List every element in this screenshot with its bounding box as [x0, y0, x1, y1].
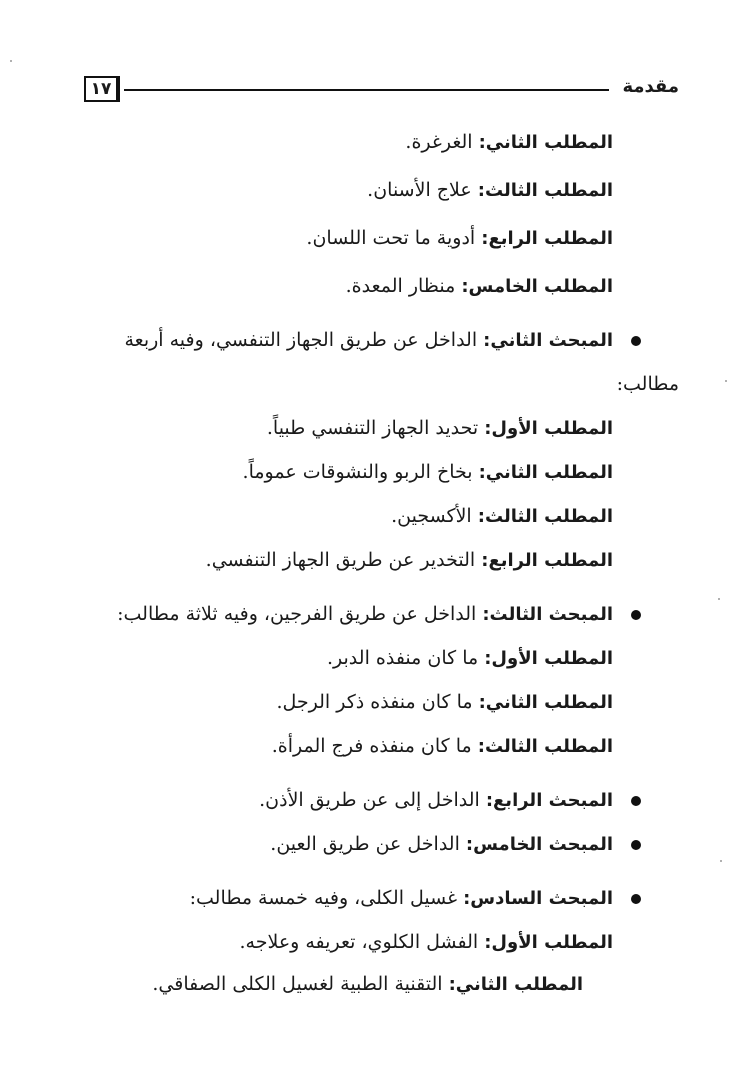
toc-section-line: المبحث السادس: غسيل الكلى، وفيه خمسة مطالب: [190, 884, 613, 913]
toc-section-line: المبحث الثاني: الداخل عن طريق الجهاز التنفسي، وفيه أربعة [124, 326, 613, 355]
toc-line: المطلب الخامس: منظار المعدة. [345, 275, 613, 297]
toc-line: المطلب الرابع: أدوية ما تحت اللسان. [306, 227, 613, 249]
toc-line: المطلب الأول: ما كان منفذه الدبر. [327, 647, 613, 669]
toc-line: المطلب الثاني: بخاخ الربو والنشوقات عموماً. [242, 461, 613, 483]
toc-line: المطلب الثاني: الغرغرة. [405, 131, 613, 153]
toc-line: المطلب الثالث: علاج الأسنان. [367, 179, 613, 201]
page-header [84, 76, 679, 106]
toc-line: المطلب الرابع: التخدير عن طريق الجهاز التنفسي. [205, 549, 613, 571]
toc-line: المطلب الثاني: التقنية الطبية لغسيل الكلى الصفاقي. [152, 973, 583, 995]
toc-line: المطلب الأول: الفشل الكلوي، تعريفه وعلاجه. [239, 931, 613, 953]
toc-line: المطلب الثالث: ما كان منفذه فرج المرأة. [271, 735, 613, 757]
scan-speck [10, 60, 12, 62]
scan-speck [718, 598, 720, 600]
toc-section-line: المبحث الثالث: الداخل عن طريق الفرجين، وفيه ثلاثة مطالب: [117, 600, 613, 629]
toc-section-line: المبحث الخامس: الداخل عن طريق العين. [270, 830, 613, 859]
toc-line-continuation: مطالب: [616, 373, 679, 395]
header-rule [124, 89, 609, 91]
chapter-title: مقدمة [622, 76, 679, 97]
page-number: ١٧ [84, 76, 120, 102]
toc-line: المطلب الثاني: ما كان منفذه ذكر الرجل. [276, 691, 613, 713]
scan-speck [720, 860, 722, 862]
toc-section-line: المبحث الرابع: الداخل إلى عن طريق الأذن. [259, 786, 613, 815]
toc-line: المطلب الثالث: الأكسجين. [391, 505, 613, 527]
scan-speck [725, 380, 727, 382]
toc-line: المطلب الأول: تحديد الجهاز التنفسي طبياً. [266, 417, 613, 439]
